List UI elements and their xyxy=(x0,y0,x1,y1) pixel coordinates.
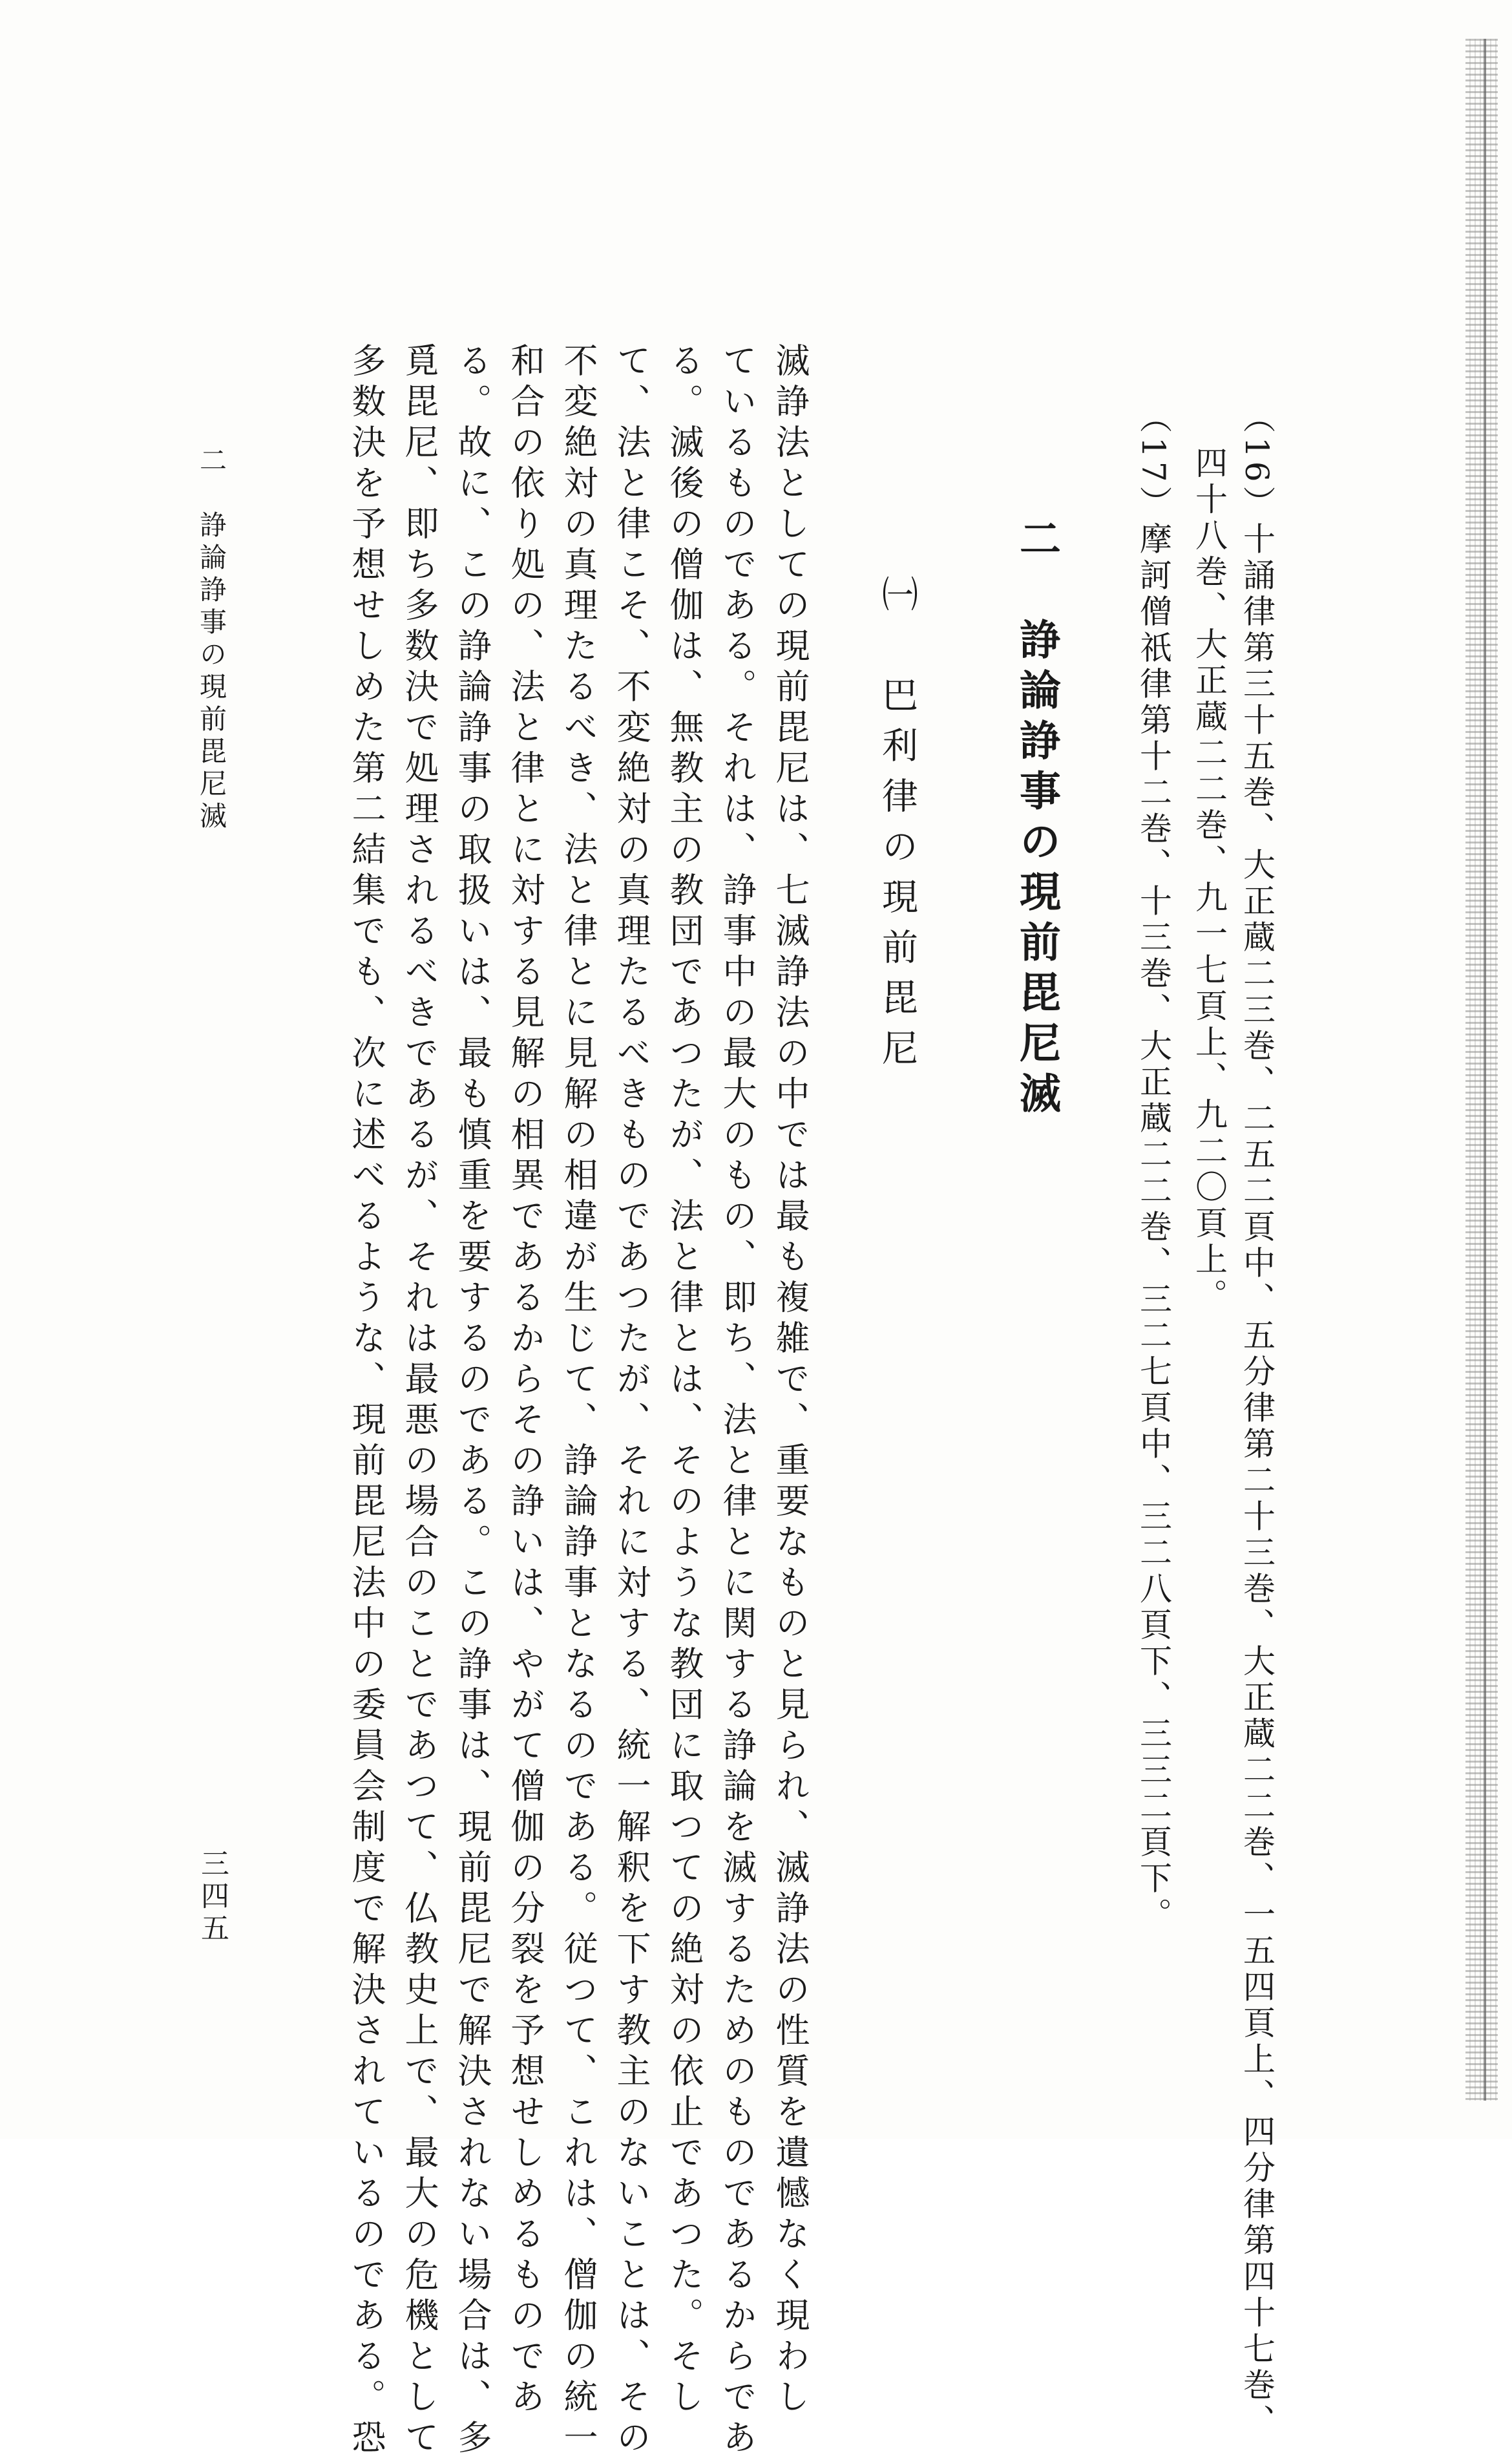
body-line-9: 多数決を予想せしめた第二結集でも、次に述べるような、現前毘尼法中の委員会制度で解決されているのである。恐 xyxy=(346,343,386,2460)
footnote-16-line-1: （16）十誦律第三十五巻、大正蔵二三巻、二五二頁中、五分律第二十三巻、大正蔵二二巻、一五四頁上、四分律第四十七巻、 xyxy=(1238,401,1276,2441)
body-line-8: 覓毘尼、即ち多数決で処理されるべきであるが、それは最悪の場合のことであつて、仏教史上で、最大の危機として xyxy=(399,343,439,2460)
body-line-6: 和合の依り処の、法と律とに対する見解の相異であるからその諍いは、やがて僧伽の分裂を予想せしめるものであ xyxy=(505,343,545,2419)
body-line-2: ているものである。それは、諍事中の最大のもの、即ち、法と律とに関する諍論を滅するためのものであるからであ xyxy=(717,343,757,2460)
subsection-heading: ㈠ 巴利律の現前毘尼 xyxy=(876,575,918,1079)
body-line-3: る。滅後の僧伽は、無教主の教団であつたが、法と律とは、そのような教団に取つての絶対の依止であつた。そし xyxy=(664,343,704,2419)
footnote-16-line-2: 四十八巻、大正蔵二二巻、九一七頁上、九二〇頁上。 xyxy=(1190,446,1228,1315)
footnote-17: （17）摩訶僧祇律第十二巻、十三巻、大正蔵二二巻、三二七頁中、三二八頁下、三三二頁下。 xyxy=(1135,401,1172,1934)
scan-edge-noise xyxy=(1465,39,1498,2101)
body-line-5: 不変絶対の真理たるべき、法と律とに見解の相違が生じて、諍論諍事となるのである。従つて、これは、僧伽の統一 xyxy=(558,343,598,2460)
section-heading: 二 諍論諍事の現前毘尼滅 xyxy=(1013,517,1061,1122)
scan-edge-line xyxy=(1484,39,1486,2101)
body-line-1: 滅諍法としての現前毘尼は、七滅諍法の中では最も複雑で、重要なものと見られ、滅諍法の性質を遺憾なく現わし xyxy=(770,343,810,2419)
running-head: 二 諍論諍事の現前毘尼滅 xyxy=(196,446,227,834)
body-line-4: て、法と律こそ、不変絶対の真理たるべきものであつたが、それに対する、統一解釈を下す教主のないことは、その xyxy=(611,343,651,2460)
body-line-7: る。故に、この諍論諍事の取扱いは、最も慎重を要するのである。この諍事は、現前毘尼で解決されない場合は、多 xyxy=(452,343,492,2460)
page-number: 三四五 xyxy=(196,1849,229,1946)
